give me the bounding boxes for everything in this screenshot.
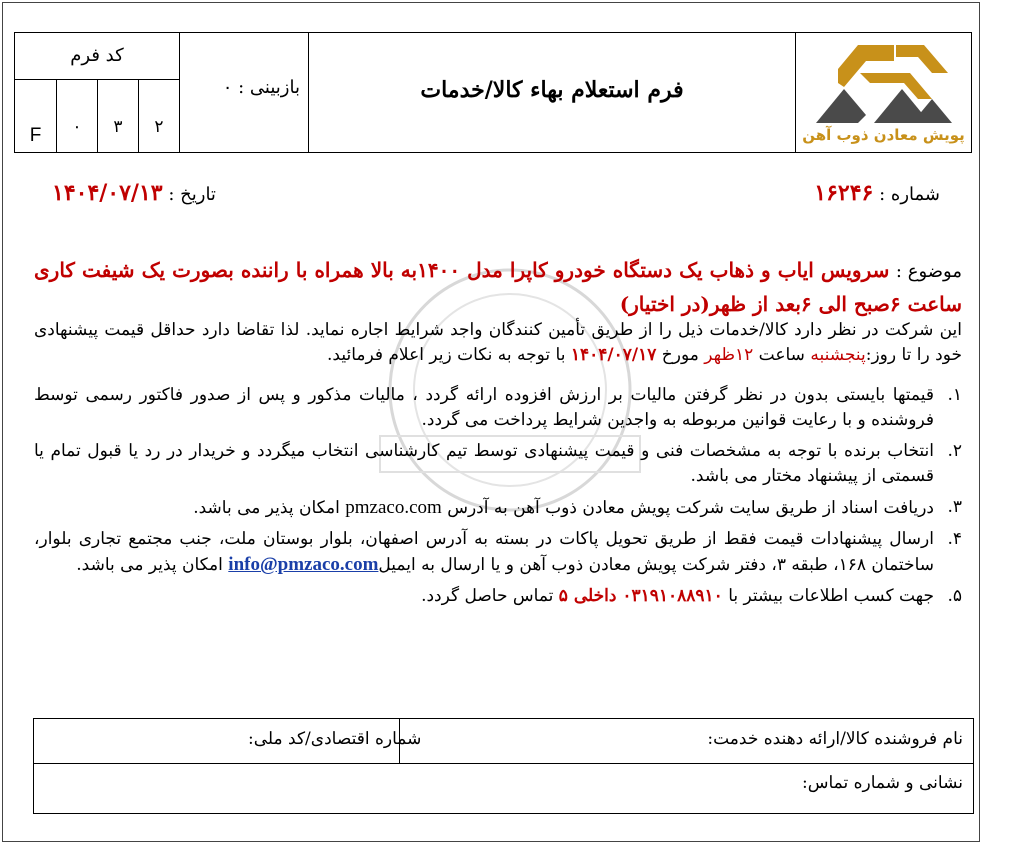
company-logo-text: پویش معادن ذوب آهن [802,126,965,144]
seller-name-field[interactable]: نام فروشنده کالا/ارائه دهنده خدمت: [707,729,963,749]
subject-label: موضوع : [895,261,962,282]
form-title: فرم استعلام بهاء کالا/خدمات [420,77,684,103]
email-link[interactable]: info@pmzaco.com [228,554,379,575]
logo-cell [795,33,971,152]
item-number: ۲. [947,441,962,461]
conditions-list [34,383,962,615]
letter-date-value: ۱۴۰۴/۰۷/۱۳ [52,180,163,206]
form-code-digit: ۰ [56,79,97,152]
intro-paragraph [34,318,962,368]
intro-text: با توجه به نکات زیر اعلام فرمائید. [327,345,571,365]
subject-paragraph [34,254,962,320]
revision-cell [179,33,308,152]
header-table [14,32,972,153]
item-text: امکان پذیر می باشد. [76,555,229,575]
letter-number-value: ۱۶۲۴۶ [814,180,874,206]
letter-date-label: تاریخ : [168,184,216,205]
form-code-label: کد فرم [15,33,179,80]
item-text: انتخاب برنده با توجه به مشخصات فنی و قیمت پیشنهادی توسط تیم کارشناسی انتخاب میگردد و خریدار در رد یا قبول تمام یا قسمتی از پیشنهاد مختار می باشد. [34,441,934,486]
deadline-hour: ۱۲ظهر [704,345,754,365]
item-text: دریافت اسناد از طریق سایت شرکت پویش معادن ذوب آهن به آدرس [441,498,934,518]
list-item [34,584,962,609]
form-code-cell [15,33,179,152]
form-code-digit: F [29,125,42,146]
item-number: ۳. [947,497,962,517]
letter-date [52,180,216,206]
revision-label: بازبینی : ۰ [222,77,300,98]
list-item [34,439,962,489]
deadline-day: پنجشنبه [810,345,866,365]
item-text: قیمتها بایستی بدون در نظر گرفتن مالیات بر ارزش افزوده ارائه گردد ، مالیات مذکور و پس از صدور فاکتور رسمی توسط فروشنده و با رعایت قوانین مربوطه به واجدین شرایط پرداخت می گردد. [34,385,934,430]
economic-code-field[interactable]: شماره اقتصادی/کد ملی: [248,729,422,749]
address-phone-field[interactable]: نشانی و شماره تماس: [802,773,963,793]
website-link[interactable]: pmzaco.com [345,497,442,518]
company-logo-icon [814,39,954,125]
item-number: ۱. [947,385,962,405]
item-number: ۴. [947,529,962,549]
item-text: ارسال پیشنهادات قیمت فقط از طریق تحویل پاکات در بسته به آدرس اصفهان، بلوار بوستان ملت، جنب مجتمع تجاری بلوار، ساختمان ۱۶۸، طبقه ۳، دفتر شرکت پویش معادن ذوب آهن و یا ارسال به ایمیل [34,529,934,575]
list-item [34,383,962,433]
letter-number [814,180,940,206]
item-text: تماس حاصل گردد. [421,586,559,606]
intro-text: مورخ [656,345,705,365]
item-text: امکان پذیر می باشد. [193,498,346,518]
letter-number-label: شماره : [879,184,940,205]
form-code-digits [15,79,179,152]
contact-phone: ۰۳۱۹۱۰۸۸۹۱۰ داخلی ۵ [558,586,723,606]
intro-text: ساعت [753,345,811,365]
seller-info-table [33,718,974,814]
list-item [34,527,962,578]
list-item [34,495,962,521]
table-row [34,719,973,764]
form-code-digit: ۲ [138,79,179,152]
form-code-digit: ۳ [97,79,138,152]
item-number: ۵. [947,586,962,606]
item-text: جهت کسب اطلاعات بیشتر با [722,586,934,606]
title-cell [308,33,795,152]
intro-text: این شرکت در نظر دارد کالا/خدمات ذیل را از طریق تأمین کنندگان واجد شرایط اجاره نماید. لذا تقاضا دارد حداقل قیمت پیشنهادی خود را تا روز: [34,320,962,365]
deadline-date: ۱۴۰۴/۰۷/۱۷ [570,345,657,365]
subject-text: سرویس ایاب و ذهاب یک دستگاه خودرو کاپرا مدل ۱۴۰۰به بالا همراه با راننده بصورت یک شیفت کاری ساعت ۶صبح الی ۶بعد از ظهر(در اختیار) [34,258,962,316]
